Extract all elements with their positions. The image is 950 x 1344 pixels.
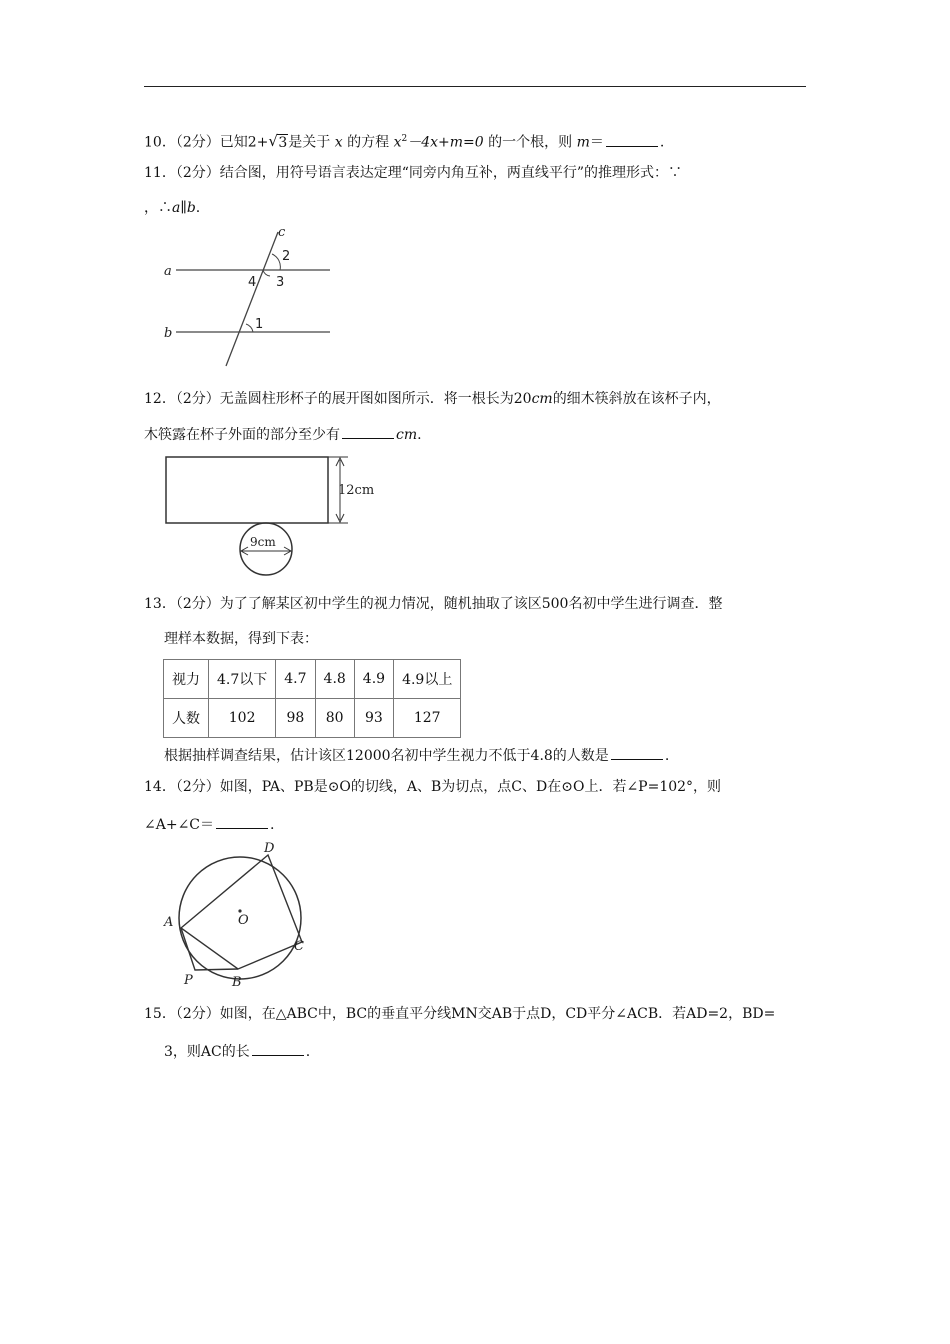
answer-blank: [342, 424, 394, 439]
table-header-row: [164, 660, 461, 699]
question-number: 15．: [144, 1006, 176, 1022]
question-12-line2: 木筷露在杯子外面的部分至少有 cm.: [144, 424, 809, 445]
cup-side-rectangle: [166, 457, 328, 523]
table-cell: 人数: [164, 699, 209, 738]
label-p: P: [184, 973, 193, 988]
diameter-label: 9cm: [250, 535, 276, 549]
label-c: C: [294, 939, 304, 954]
angle-2-label: 2: [282, 249, 291, 264]
table-cell: 4.8: [315, 660, 354, 699]
table-cell: 102: [209, 699, 276, 738]
question-13-line2: 理样本数据，得到下表：: [164, 631, 318, 647]
question-12: 12．（2分）无盖圆柱形杯子的展开图如图所示．将一根长为20cm的细木筷斜放在该杯子内，: [144, 391, 721, 407]
label-a: A: [164, 915, 174, 930]
table-cell: 127: [394, 699, 461, 738]
question-14-line2: ∠A+∠C＝ .: [144, 814, 809, 835]
angle-3-label: 3: [276, 275, 285, 290]
label-b: b: [164, 326, 173, 341]
angle-4-label: 4: [248, 275, 257, 290]
angle-1-label: 1: [255, 317, 264, 332]
angle-2-arc: [272, 254, 280, 270]
header-rule: [144, 86, 806, 87]
answer-blank: [606, 132, 658, 147]
question-13-line3: 根据抽样调查结果，估计该区12000名初中学生视力不低于4.8的人数是 .: [164, 745, 829, 766]
table-row: [164, 699, 461, 738]
question-number: 14．: [144, 779, 176, 795]
question-number: 12．: [144, 391, 176, 407]
vision-table: [163, 659, 461, 738]
circle-tangent-figure: [160, 836, 320, 992]
table-cell: 4.9: [354, 660, 393, 699]
height-label: 12cm: [338, 483, 375, 498]
line-c: [226, 232, 278, 366]
question-15: 15．（2分）如图，在△ABC中，BC的垂直平分线MN交AB于点D，CD平分∠ACB．若AD=2，BD=: [144, 1006, 776, 1022]
question-11: 11．（2分）结合图，用符号语言表达定理“同旁内角互补，两直线平行”的推理形式：∵: [144, 165, 683, 181]
parallel-lines-figure: [160, 224, 340, 370]
question-11-line2: ，∴a∥b.: [144, 200, 201, 216]
question-number: 13．: [144, 596, 176, 612]
question-10: 10．（2分）已知2+ √ 3是关于 x 的方程 $x^2-4x+m=0$ 的一个根，则 m＝ .: [144, 131, 665, 151]
answer-blank: [611, 745, 663, 760]
angle-1-arc: [246, 324, 253, 332]
sqrt-expression: √ 3: [268, 131, 288, 151]
question-15-line2: 3，则AC的长 .: [164, 1041, 829, 1062]
question-14: 14．（2分）如图，PA、PB是⊙O的切线，A、B为切点，点C、D在⊙O上．若∠P=102°，则: [144, 779, 722, 795]
label-o: O: [238, 913, 249, 928]
table-cell: 视力: [164, 660, 209, 699]
question-number: 10．: [144, 134, 176, 151]
question-13: 13．（2分）为了了解某区初中学生的视力情况，随机抽取了该区500名初中学生进行调查．整: [144, 596, 723, 612]
table-cell: 98: [276, 699, 315, 738]
answer-blank: [216, 814, 268, 829]
table-cell: 93: [354, 699, 393, 738]
table-cell: 4.9以上: [394, 660, 461, 699]
question-number: 11．: [144, 165, 176, 181]
label-d: D: [264, 841, 275, 856]
angle-3-arc: [263, 270, 270, 276]
answer-blank: [252, 1041, 304, 1056]
table-cell: 80: [315, 699, 354, 738]
table-cell: 4.7: [276, 660, 315, 699]
label-b: B: [232, 975, 242, 990]
cylinder-net-figure: [160, 452, 390, 582]
cup-base-circle: [240, 523, 292, 575]
label-a: a: [164, 264, 172, 279]
label-c: c: [278, 225, 286, 240]
table-cell: 4.7以下: [209, 660, 276, 699]
